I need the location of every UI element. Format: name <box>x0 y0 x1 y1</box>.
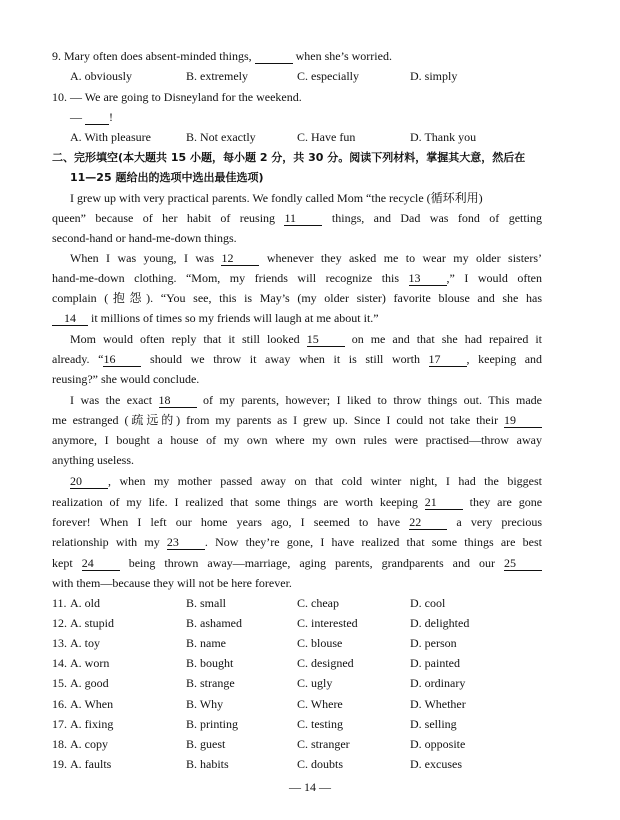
choice-option-d: D. painted <box>410 656 460 671</box>
choice-number: 12. <box>52 616 67 631</box>
choice-option-a: A. faults <box>70 756 112 771</box>
passage-line: anymore, I bought a house of my own where my own rules were practised—throw away <box>52 433 542 447</box>
blank-23: 23 <box>167 536 205 550</box>
choice-option-a: A. copy <box>70 736 108 751</box>
q10-option-b: B. Not exactly <box>186 130 256 144</box>
passage-line: I grew up with very practical parents. We fondly called Mom “the recycle (循环利用) <box>70 191 483 205</box>
choice-option-a: A. When <box>70 696 114 711</box>
q10-blank <box>85 111 109 125</box>
passage-line: with them—because they will not be here forever. <box>52 576 292 590</box>
passage-line: anything useless. <box>52 453 134 467</box>
choice-option-c: C. Where <box>297 696 343 711</box>
q10-reply: — ! <box>70 110 113 124</box>
choice-option-a: A. old <box>70 596 100 610</box>
choice-option-b: B. habits <box>186 756 229 771</box>
passage-line: queen” because of her habit of reusing 11 things, and Dad was fond of getting <box>52 211 543 225</box>
blank-17: 17 <box>429 353 467 367</box>
blank-16: 16 <box>103 353 141 367</box>
q9-option-c: C. especially <box>297 69 359 83</box>
choice-option-a: A. worn <box>70 656 110 671</box>
choice-option-b: B. printing <box>186 716 239 731</box>
blank-18: 18 <box>159 394 197 408</box>
choice-option-b: B. strange <box>186 676 235 691</box>
q9-option-b: B. extremely <box>186 69 248 83</box>
q9-blank <box>255 50 293 64</box>
blank-24: 24 <box>82 557 120 571</box>
passage-line: realization of my life. I realized that some things are worth keeping 21 they are gone <box>52 495 543 509</box>
passage-line: reusing?” she would conclude. <box>52 372 200 386</box>
passage-line: I was the exact 18 of my parents, however; I liked to throw things out. This made <box>70 393 542 407</box>
passage-line: forever! When I left our home years ago, I seemed to have 22 a very precious <box>52 515 543 529</box>
choice-option-b: B. guest <box>186 736 226 751</box>
choice-option-a: A. toy <box>70 636 100 651</box>
passage-line: hand-me-down clothing. “Mom, my friends will recognize this 13 ,” I would often <box>52 271 542 285</box>
page-number: — 14 — <box>289 780 331 794</box>
blank-21: 21 <box>425 496 463 510</box>
choice-number: 16. <box>52 696 67 711</box>
choice-number: 11. <box>52 596 67 610</box>
choice-option-d: D. ordinary <box>410 676 466 691</box>
choice-option-b: B. small <box>186 596 227 610</box>
choice-number: 13. <box>52 636 67 651</box>
choice-option-d: D. selling <box>410 716 457 731</box>
choice-option-d: D. excuses <box>410 756 462 771</box>
q10-stem: 10. — We are going to Disneyland for the weekend. <box>52 90 302 104</box>
q10-option-a: A. With pleasure <box>70 130 151 144</box>
passage-line: me estranged (疏远的) from my parents as I grew up. Since I could not take their 19 <box>52 412 542 428</box>
choice-option-a: A. fixing <box>70 716 114 731</box>
passage-line: already. “16 should we throw it away when it is still worth 17 , keeping and <box>52 352 543 366</box>
choice-option-a: A. stupid <box>70 616 115 631</box>
choice-number: 14. <box>52 656 67 671</box>
blank-14: 14 <box>52 312 88 326</box>
q9-stem: 9. Mary often does absent-minded things, when she’s worried. <box>52 49 392 63</box>
passage-line: Mom would often reply that it still looked 15 on me and that she had repaired it <box>70 332 543 346</box>
choice-option-b: B. Why <box>186 696 224 711</box>
blank-13: 13 <box>409 272 447 286</box>
q10-option-c: C. Have fun <box>297 130 356 144</box>
choice-option-a: A. good <box>70 676 109 691</box>
passage-line: relationship with my 23 . Now they’re gone, I have realized that some things are best <box>52 535 542 549</box>
blank-20: 20 <box>70 475 108 489</box>
choice-number: 15. <box>52 676 67 691</box>
passage-line: 20 , when my mother passed away on that cold winter night, I had the biggest <box>70 474 542 488</box>
passage-line: kept 24 being thrown away—marriage, aging parents, grandparents and our 25 <box>52 555 542 571</box>
choice-option-b: B. ashamed <box>186 616 242 631</box>
choice-option-d: D. Whether <box>410 696 466 711</box>
passage-line: 14 it millions of times so my friends will laugh at me about it.” <box>52 310 379 326</box>
choice-number: 18. <box>52 736 67 751</box>
choice-option-c: C. designed <box>297 656 354 671</box>
passage-line: When I was young, I was 12 whenever they asked me to wear my older sisters’ <box>70 251 543 265</box>
choice-option-d: D. person <box>410 636 457 651</box>
choice-option-c: C. cheap <box>297 596 339 610</box>
choice-option-c: C. interested <box>297 616 358 631</box>
passage-line: second-hand or hand-me-down things. <box>52 231 237 245</box>
blank-22: 22 <box>409 516 447 530</box>
blank-11: 11 <box>284 212 322 226</box>
choice-option-c: C. doubts <box>297 756 344 771</box>
q9-option-d: D. simply <box>410 69 458 83</box>
blank-15: 15 <box>307 333 345 347</box>
blank-19: 19 <box>504 414 542 428</box>
blank-12: 12 <box>221 252 259 266</box>
choice-number: 19. <box>52 756 67 771</box>
section-heading: 二、完形填空(本大题共 15 小题，每小题 2 分，共 30 分。阅读下列材料，掌握其大意，然后在 <box>52 151 526 164</box>
blank-25: 25 <box>504 557 542 571</box>
choice-option-d: D. delighted <box>410 616 470 631</box>
choice-option-c: C. testing <box>297 716 344 731</box>
section-heading-cont: 11—25 题给出的选项中选出最佳选项) <box>70 171 264 184</box>
choice-option-c: C. stranger <box>297 736 350 751</box>
choice-option-b: B. bought <box>186 656 234 671</box>
choice-option-d: D. opposite <box>410 736 466 751</box>
choice-option-c: C. ugly <box>297 676 333 691</box>
choice-option-c: C. blouse <box>297 636 343 651</box>
q9-option-a: A. obviously <box>70 69 133 83</box>
q10-option-d: D. Thank you <box>410 130 477 144</box>
choice-number: 17. <box>52 716 67 731</box>
choice-option-b: B. name <box>186 636 226 651</box>
choice-option-d: D. cool <box>410 596 446 610</box>
passage-line: complain (抱怨). “You see, this is May’s (my older sister) favorite blouse and she has <box>52 291 542 305</box>
